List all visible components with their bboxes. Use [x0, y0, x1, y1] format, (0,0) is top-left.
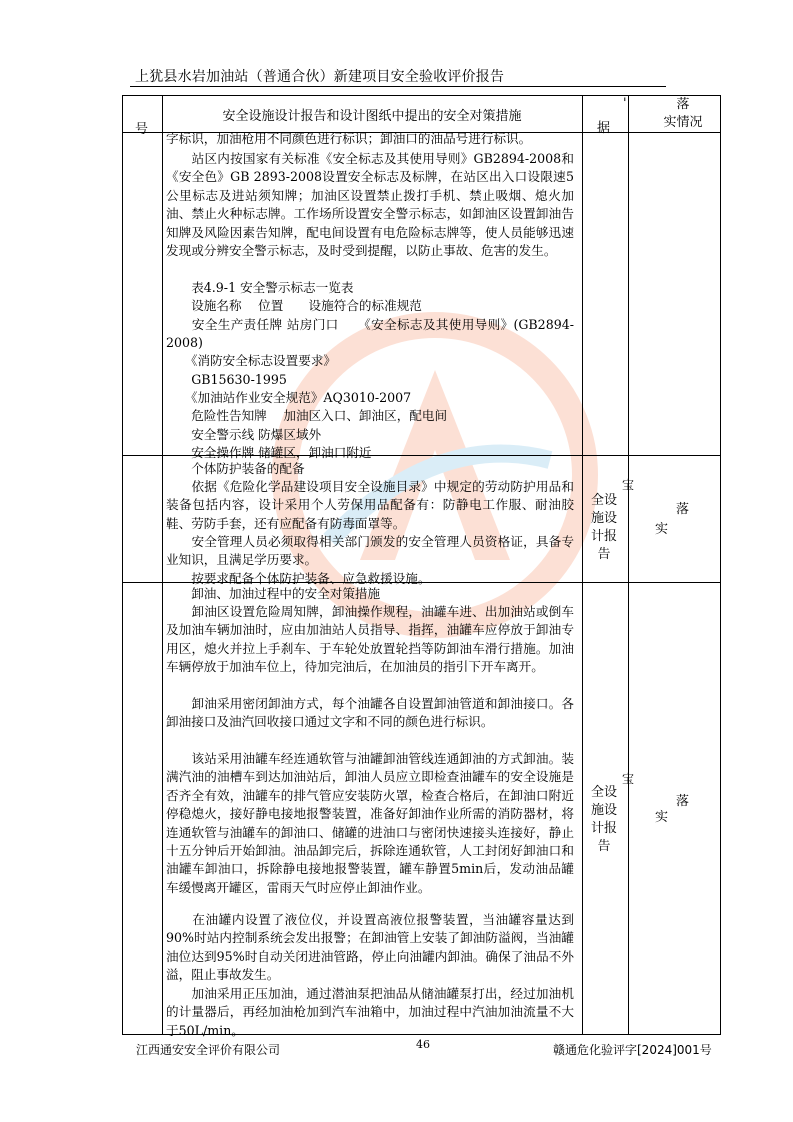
- header-status-line1: 落: [676, 97, 690, 112]
- row1-line: 字标识，加油枪用不同颜色进行标识；卸油口的油品号进行标识。: [166, 131, 532, 146]
- row2-basis-line: 施设: [590, 511, 617, 526]
- header-number: 号: [135, 122, 149, 137]
- page-header-title: 上犹县水岩加油站（普通合伙）新建项目安全验收评价报告: [135, 69, 505, 85]
- row2-basis-mark: 宝: [622, 478, 635, 492]
- row2-line: 按要求配备个体防护装备、应急救援设施。: [166, 571, 431, 586]
- row3-basis: [585, 784, 623, 856]
- row3-status-line1: 落: [676, 794, 690, 809]
- header-rule: [130, 86, 666, 87]
- row1-table-row: 危险性告知牌 加油区入口、卸油区，配电间: [166, 408, 448, 423]
- col-divider: [628, 96, 629, 1034]
- col-divider: [582, 96, 583, 1034]
- row3-paragraph: 卸油采用密闭卸油方式，每个油罐各自设置卸油管道和卸油接口。各卸油接口及油汽回收接口通过文字和不同的颜色进行标识。: [166, 696, 574, 730]
- row2-line: 个体防护装备的配备: [166, 461, 305, 476]
- row3-paragraph: 该站采用油罐车经连通软管与油罐卸油管线连通卸油的方式卸油。装满汽油的油槽车到达加油站后，卸油人员应立即检查油罐车的安全设施是否齐全有效，油罐车的排气管应安装防火罩，检查合格后，在卸油口附近停稳熄火，接好静电接地报警装置，准备好卸油作业所需的消防器材，将连通软管与油罐车的卸油口、储罐的进油口与密闭快速接头连接好，静止十五分钟后开始卸油。油品卸完后，拆除连通软管，人工封闭好卸油口和油罐车卸油口，拆除静电接地报警装置，罐车静置5min后，发动油品罐车缓慢离开罐区，雷雨天气时应停止卸油作业。: [166, 751, 574, 895]
- row1-table-row: 安全操作牌 储罐区，卸油口附近: [166, 445, 372, 460]
- col-divider: [162, 96, 163, 1034]
- header-status: [645, 96, 721, 132]
- row3-paragraph: 卸油区设置危险周知牌，卸油操作规程，油罐车进、出加油站或倒车及加油车辆加油时，应由加油站人员指导、指挥，油罐车应停放于卸油专用区，熄火并拉上手刹车、于车轮处放置轮挡等防卸油车滑行措施。加油车辆停放于加油车位上，待加完油后，在加油员的指引下开车离开。: [166, 604, 574, 675]
- row1-table-row: 安全警示线 防爆区域外: [166, 427, 322, 442]
- row3-basis-line: 计报: [590, 821, 617, 836]
- row2-basis-line: 告: [597, 547, 611, 562]
- header-status-line2: 实情况: [663, 115, 703, 130]
- row3-basis-line: 施设: [590, 803, 617, 818]
- row1-table-row: 《加油站作业安全规范》AQ3010-2007: [166, 390, 412, 405]
- row2-basis-line: 计报: [590, 529, 617, 544]
- row1-table-header: 设施名称 位置 设施符合的标准规范: [166, 298, 422, 313]
- row1-table-row: GB15630-1995: [166, 372, 287, 387]
- row2-paragraph: 安全管理人员必须取得相关部门颁发的安全管理人员资格证，具备专业知识，且满足学历要求。: [166, 534, 574, 568]
- header-basis: 据: [597, 121, 611, 136]
- header-measures: 安全设施设计报告和设计图纸中提出的安全对策措施: [222, 109, 522, 124]
- row3-basis-line: 告: [597, 839, 611, 854]
- row3-paragraph: 在油罐内设置了液位仪，并设置高液位报警装置，当油罐容量达到90%时站内控制系统会发出报警；在卸油管上安装了卸油防溢阀，当油罐油位达到95%时自动关闭进油管路，停止向油罐内卸油。确保了油品不外溢，阻止事故发生。: [166, 912, 574, 983]
- row3-line: 卸油、加油过程中的安全对策措施: [166, 586, 381, 601]
- row1-paragraph: 站区内按国家有关标准《安全标志及其使用导则》GB2894-2008和《安全色》GB 2893-2008设置安全标志及标牌，在站区出入口设限速5公里标志及进站须知牌；加油区设置禁止拨打手机、禁止吸烟、熄火加油、禁止火种标志牌。工作场所设置安全警示标志，如卸油区设置卸油告知牌及风险因素告知牌，配电间设置有电危险标志牌等，使人员能够迅速发现或分辨安全警示标志，及时受到提醒，以防止事故、危害的发生。: [166, 151, 574, 259]
- row3-basis-line: 全设: [590, 785, 617, 800]
- footer-doc-number: 赣通危化验评字[2024]001号: [553, 1043, 712, 1057]
- row1-table-row: 《消防安全标志设置要求》: [166, 353, 337, 368]
- page-number: 46: [416, 1038, 430, 1051]
- row2-basis: [585, 492, 623, 564]
- row3-basis-mark: 宝: [622, 772, 635, 786]
- row2-status-line1: 落: [676, 502, 690, 517]
- row3-status-line2: 实: [655, 810, 669, 825]
- header-basis-mark: ': [623, 96, 627, 111]
- row2-basis-line: 全设: [590, 493, 617, 508]
- row3-paragraph: 加油采用正压加油，通过潜油泵把油品从储油罐泵打出，经过加油机的计量器后，再经加油枪加到汽车油箱中，加油过程中汽油加油流量不大于50L/min。: [166, 986, 574, 1038]
- row2-status-line2: 实: [655, 522, 669, 537]
- row2-paragraph: 依据《危险化学品建设项目安全设施目录》中规定的劳动防护用品和装备包括内容，设计采用个人劳保用品配备有：防静电工作服、耐油胶鞋、劳防手套，还有应配备有防毒面罩等。: [166, 479, 574, 531]
- footer-company: 江西通安安全评价有限公司: [136, 1043, 281, 1057]
- row1-table-caption: 表4.9-1 安全警示标志一览表: [166, 280, 354, 295]
- row1-table-row: 安全生产责任牌 站房门口 《安全标志及其使用导则》(GB2894-2008): [166, 317, 574, 351]
